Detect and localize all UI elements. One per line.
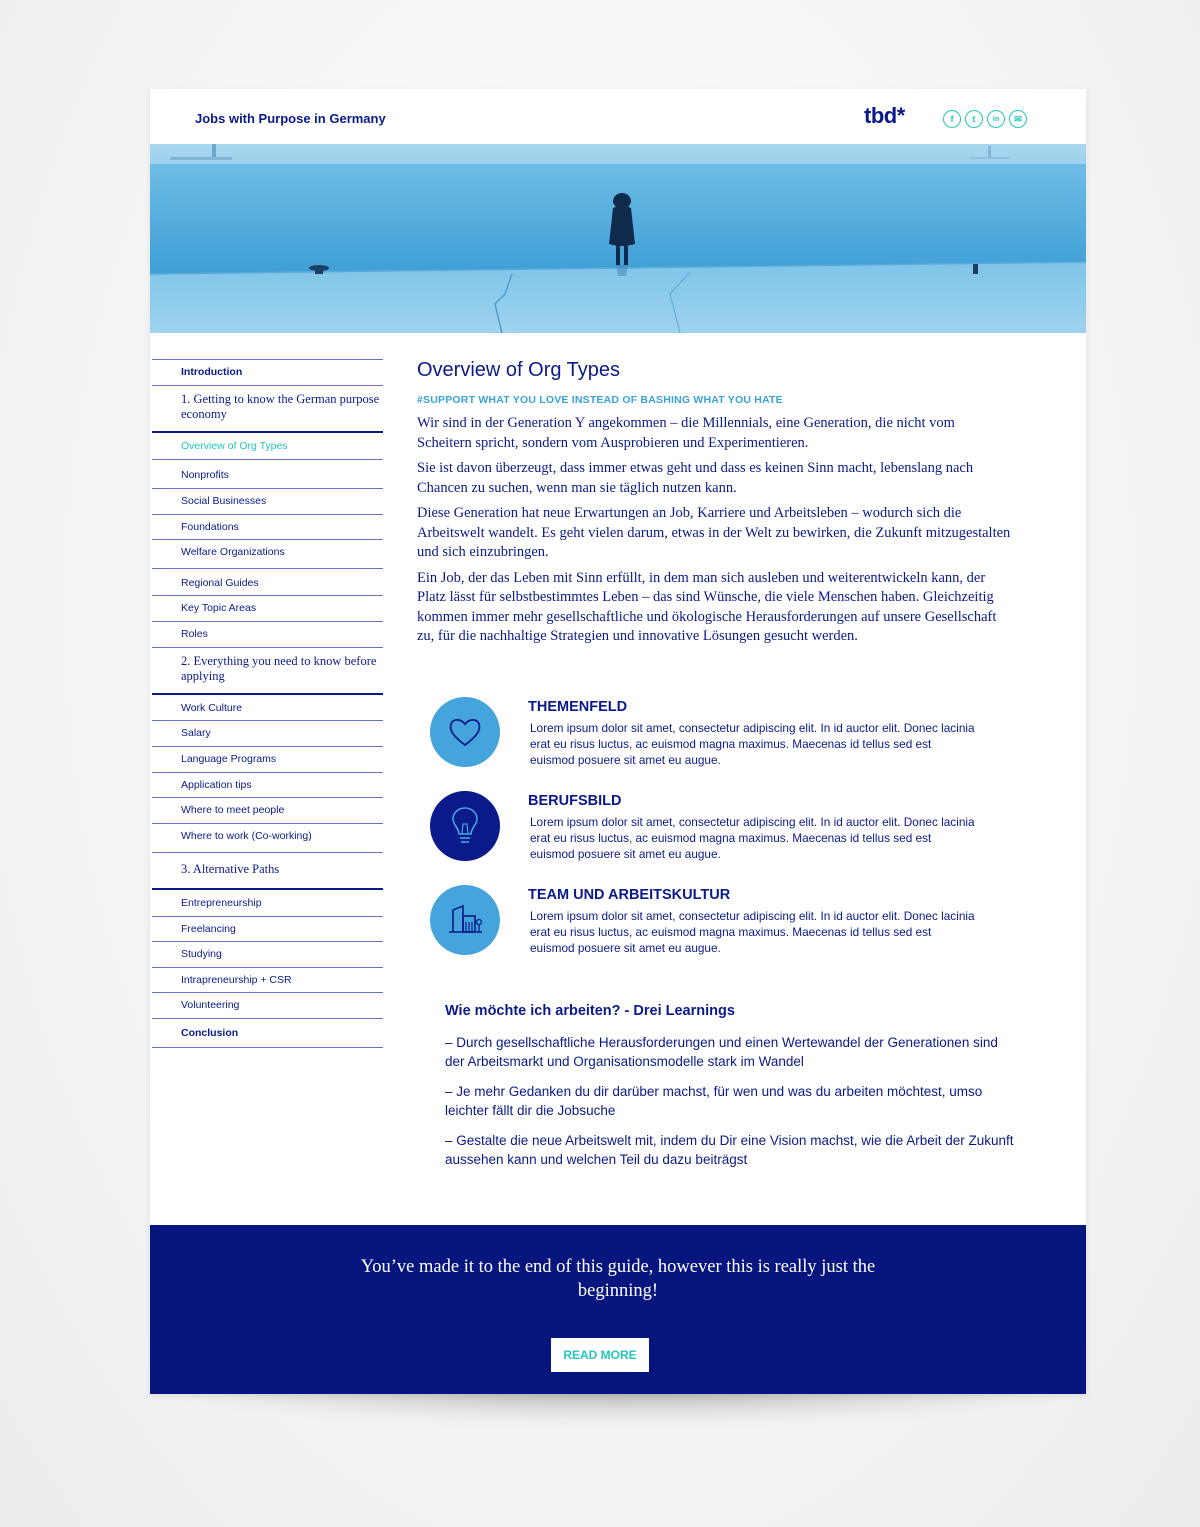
lightbulb-icon xyxy=(430,791,500,861)
learning-item: – Durch gesellschaftliche Herausforderungen und einen Wertewandel der Generationen sind der Arbeitsmarkt und Organisationsmodelle stark im Wandel xyxy=(445,1035,998,1069)
intro-paragraph: Diese Generation hat neue Erwartungen an Job, Karriere und Arbeitsleben – wodurch sich die Arbeitswelt wandelt. Es geht vielen darum, etwas in der Welt zu bewirken, die Zukunft mitzugestalten und sich einzubringen. xyxy=(417,505,1011,560)
learning-item: – Gestalte die neue Arbeitswelt mit, indem du Dir eine Vision machst, wie die Arbeit der Zukunft aussehen kann und welchen Teil du dazu beiträgst xyxy=(445,1133,1014,1167)
sidebar-item-freelancing[interactable]: Freelancing xyxy=(152,916,383,942)
learning-item: – Je mehr Gedanken du dir darüber machst, für wen und was du arbeiten möchtest, umso leichter fällt dir die Jobsuche xyxy=(445,1084,983,1118)
sidebar-item-foundations[interactable]: Foundations xyxy=(152,514,383,540)
feature-text: Lorem ipsum dolor sit amet, consectetur adipiscing elit. In id auctor elit. Donec lacinia erat eu risus luctus, ac euismod magna maximus. Maecenas id tellus sed est euismod posuere sit amet eu augue. xyxy=(530,909,975,955)
sidebar-item-language-programs[interactable]: Language Programs xyxy=(152,746,383,772)
sidebar-item-where-to-work[interactable]: Where to work (Co-working) xyxy=(152,823,383,853)
sidebar-divider xyxy=(152,1047,383,1048)
feature-text: Lorem ipsum dolor sit amet, consectetur adipiscing elit. In id auctor elit. Donec lacinia erat eu risus luctus, ac euismod magna maximus. Maecenas id tellus sed est euismod posuere sit amet eu augue. xyxy=(530,815,975,861)
sidebar-item-social-businesses[interactable]: Social Businesses xyxy=(152,488,383,514)
sidebar-nav xyxy=(152,359,383,1048)
sidebar-item-work-culture[interactable]: Work Culture xyxy=(152,693,383,721)
hashtag-subtitle: #SUPPORT WHAT YOU LOVE INSTEAD OF BASHING WHAT YOU HATE xyxy=(417,394,783,406)
intro-paragraph: Sie ist davon überzeugt, dass immer etwas geht und dass es keinen Sinn macht, lebenslang nach Chancen zu suchen, wenn man sie täglich nutzen kann. xyxy=(417,460,974,496)
footer-message: You’ve made it to the end of this guide, however this is really just the beginning! xyxy=(360,1257,876,1301)
facebook-icon[interactable]: f xyxy=(943,110,961,128)
sidebar-item-section-1[interactable]: 1. Getting to know the German purpose economy xyxy=(152,385,383,431)
feature-item xyxy=(428,697,988,791)
sidebar-item-application-tips[interactable]: Application tips xyxy=(152,772,383,798)
main-content xyxy=(417,359,1017,647)
sidebar-item-section-3[interactable]: 3. Alternative Paths xyxy=(152,852,383,888)
sidebar-item-welfare-organizations[interactable]: Welfare Organizations xyxy=(152,539,383,568)
feature-title: TEAM UND ARBEITSKULTUR xyxy=(528,887,731,903)
sidebar-item-introduction[interactable]: Introduction xyxy=(152,359,383,385)
hero-image xyxy=(150,144,1086,333)
sidebar-item-volunteering[interactable]: Volunteering xyxy=(152,992,383,1018)
feature-list xyxy=(428,697,988,979)
page-title: Overview of Org Types xyxy=(417,359,621,381)
sidebar-item-studying[interactable]: Studying xyxy=(152,941,383,967)
feature-title: THEMENFELD xyxy=(528,699,628,715)
social-links xyxy=(943,110,1027,128)
intro-paragraph: Wir sind in der Generation Y angekommen – die Millennials, eine Generation, die nicht vom Scheitern spricht, sondern vom Ausprobieren und Experimentieren. xyxy=(417,415,955,451)
mail-icon[interactable]: ✉ xyxy=(1009,110,1027,128)
page xyxy=(150,89,1086,1394)
intro-paragraph: Ein Job, der das Leben mit Sinn erfüllt, in dem man sich ausleben und weiterentwickeln kann, der Platz lässt für selbstbestimmtes Leben – das sind Wünsche, die viele Menschen haben. Gleichzeitig kommen immer mehr gesellschaftliche und ökologische Herausforderungen auf unsere Gesellschaft zu, für die nachhaltige Strategien und innovative Lösungen gesucht werden. xyxy=(417,569,997,644)
feature-title: BERUFSBILD xyxy=(528,793,622,809)
sidebar-item-overview-org-types[interactable]: Overview of Org Types xyxy=(152,431,383,460)
read-more-button[interactable]: READ MORE xyxy=(551,1338,649,1372)
sidebar-item-nonprofits[interactable]: Nonprofits xyxy=(152,459,383,488)
site-title[interactable]: Jobs with Purpose in Germany xyxy=(195,111,386,126)
sidebar-item-salary[interactable]: Salary xyxy=(152,720,383,746)
sidebar-item-entrepreneurship[interactable]: Entrepreneurship xyxy=(152,888,383,916)
sidebar-item-roles[interactable]: Roles xyxy=(152,621,383,647)
heart-icon xyxy=(430,697,500,767)
twitter-icon[interactable]: t xyxy=(965,110,983,128)
feature-text: Lorem ipsum dolor sit amet, consectetur adipiscing elit. In id auctor elit. Donec lacinia erat eu risus luctus, ac euismod magna maximus. Maecenas id tellus sed est euismod posuere sit amet eu augue. xyxy=(530,721,975,767)
sidebar-item-intrapreneurship-csr[interactable]: Intrapreneurship + CSR xyxy=(152,967,383,993)
footer-band xyxy=(150,1225,1086,1394)
learnings-title: Wie möchte ich arbeiten? - Drei Learnings xyxy=(445,1003,735,1019)
sidebar-item-where-to-meet-people[interactable]: Where to meet people xyxy=(152,797,383,823)
linkedin-icon[interactable]: in xyxy=(987,110,1005,128)
logo[interactable]: tbd* xyxy=(864,103,905,128)
sidebar-item-regional-guides[interactable]: Regional Guides xyxy=(152,568,383,596)
feature-item xyxy=(428,791,988,885)
sidebar-item-section-2[interactable]: 2. Everything you need to know before applying xyxy=(152,647,383,693)
building-icon xyxy=(430,885,500,955)
learnings-section xyxy=(445,1003,1015,1169)
sidebar-item-conclusion[interactable]: Conclusion xyxy=(152,1018,383,1047)
sidebar-item-key-topic-areas[interactable]: Key Topic Areas xyxy=(152,595,383,621)
header xyxy=(150,89,1086,144)
feature-item xyxy=(428,885,988,979)
